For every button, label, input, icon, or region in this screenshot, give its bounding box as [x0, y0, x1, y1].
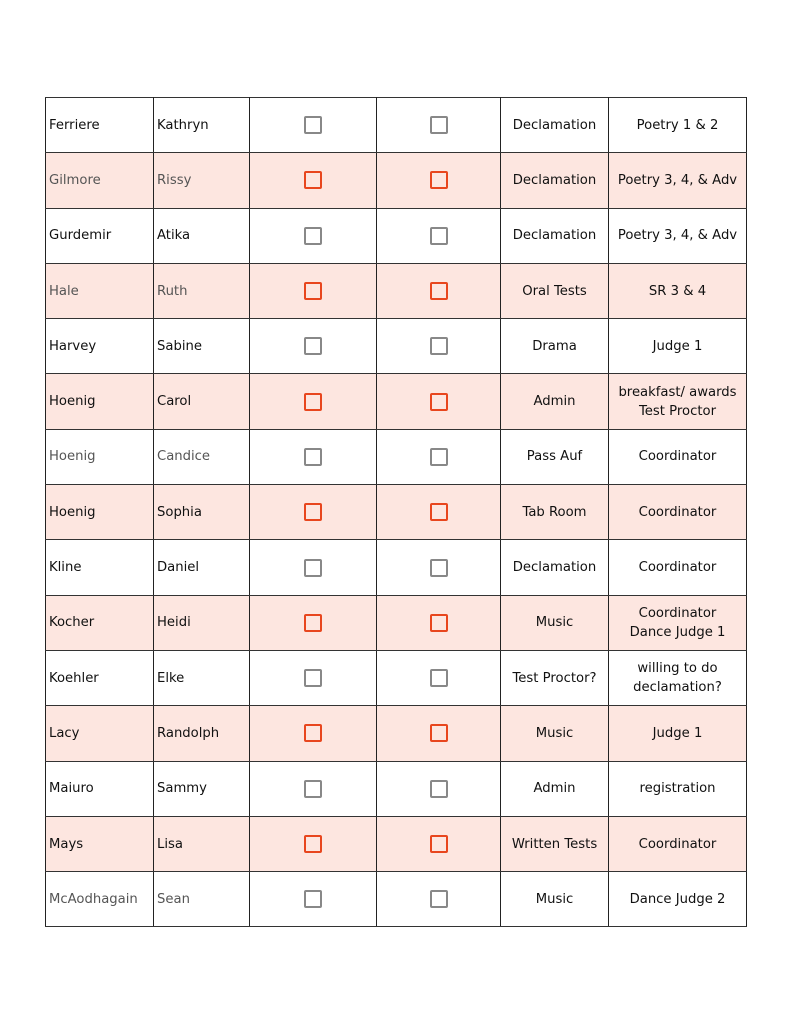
checkbox-cell	[250, 650, 377, 705]
checkbox-cell	[250, 374, 377, 429]
last-name-cell: Hoenig	[46, 485, 154, 540]
checkbox-cell	[377, 208, 501, 263]
checkbox-1[interactable]	[304, 724, 322, 742]
first-name-cell: Rissy	[154, 153, 250, 208]
table-row	[46, 872, 747, 927]
assignment-area-cell: Tab Room	[501, 485, 609, 540]
assignment-area-cell: Music	[501, 872, 609, 927]
checkbox-cell	[250, 485, 377, 540]
role-line: breakfast/ awards	[618, 384, 737, 400]
roster-body	[46, 98, 747, 927]
checkbox-1[interactable]	[304, 282, 322, 300]
table-row	[46, 429, 747, 484]
assignment-area-cell: Written Tests	[501, 816, 609, 871]
first-name-cell: Lisa	[154, 816, 250, 871]
first-name-cell: Sammy	[154, 761, 250, 816]
last-name-cell: Harvey	[46, 319, 154, 374]
assignment-area-cell: Declamation	[501, 540, 609, 595]
checkbox-2[interactable]	[430, 448, 448, 466]
checkbox-cell	[250, 816, 377, 871]
checkbox-2[interactable]	[430, 393, 448, 411]
first-name-cell: Carol	[154, 374, 250, 429]
checkbox-1[interactable]	[304, 669, 322, 687]
last-name-cell: Mays	[46, 816, 154, 871]
table-row	[46, 263, 747, 318]
assignment-area-cell: Oral Tests	[501, 263, 609, 318]
first-name-cell: Randolph	[154, 706, 250, 761]
assignment-area-cell: Declamation	[501, 153, 609, 208]
role-cell	[609, 872, 747, 927]
checkbox-cell	[250, 706, 377, 761]
checkbox-2[interactable]	[430, 559, 448, 577]
checkbox-2[interactable]	[430, 227, 448, 245]
last-name-cell: Koehler	[46, 650, 154, 705]
table-row	[46, 650, 747, 705]
volunteer-roster-table	[45, 97, 747, 927]
checkbox-1[interactable]	[304, 835, 322, 853]
checkbox-1[interactable]	[304, 337, 322, 355]
role-cell	[609, 650, 747, 705]
role-cell	[609, 540, 747, 595]
assignment-area-cell: Pass Auf	[501, 429, 609, 484]
role-cell	[609, 429, 747, 484]
checkbox-1[interactable]	[304, 171, 322, 189]
checkbox-1[interactable]	[304, 890, 322, 908]
checkbox-cell	[377, 263, 501, 318]
checkbox-cell	[250, 263, 377, 318]
role-line: Judge 1	[652, 338, 703, 354]
table-row	[46, 153, 747, 208]
role-line: Dance Judge 2	[629, 891, 726, 907]
assignment-area-cell: Music	[501, 595, 609, 650]
last-name-cell: Kocher	[46, 595, 154, 650]
role-cell	[609, 374, 747, 429]
assignment-area-cell: Declamation	[501, 208, 609, 263]
checkbox-cell	[377, 429, 501, 484]
checkbox-cell	[250, 319, 377, 374]
role-cell	[609, 485, 747, 540]
table-row	[46, 485, 747, 540]
table-row	[46, 540, 747, 595]
checkbox-2[interactable]	[430, 282, 448, 300]
assignment-area-cell: Drama	[501, 319, 609, 374]
role-cell	[609, 816, 747, 871]
checkbox-cell	[377, 816, 501, 871]
checkbox-cell	[377, 98, 501, 153]
role-line: Judge 1	[652, 725, 703, 741]
last-name-cell: Hoenig	[46, 429, 154, 484]
first-name-cell: Ruth	[154, 263, 250, 318]
assignment-area-cell: Admin	[501, 761, 609, 816]
checkbox-cell	[250, 98, 377, 153]
last-name-cell: Lacy	[46, 706, 154, 761]
first-name-cell: Sabine	[154, 319, 250, 374]
assignment-area-cell: Declamation	[501, 98, 609, 153]
first-name-cell: Kathryn	[154, 98, 250, 153]
role-cell	[609, 208, 747, 263]
last-name-cell: Gurdemir	[46, 208, 154, 263]
checkbox-cell	[250, 208, 377, 263]
checkbox-2[interactable]	[430, 171, 448, 189]
checkbox-1[interactable]	[304, 227, 322, 245]
role-line: Poetry 3, 4, & Adv	[617, 228, 738, 244]
checkbox-1[interactable]	[304, 780, 322, 798]
role-line: declamation?	[633, 680, 722, 696]
table-row	[46, 374, 747, 429]
checkbox-cell	[377, 153, 501, 208]
last-name-cell: Hoenig	[46, 374, 154, 429]
table-row	[46, 98, 747, 153]
checkbox-cell	[377, 540, 501, 595]
role-line: Dance Judge 1	[629, 624, 726, 640]
role-cell	[609, 706, 747, 761]
last-name-cell: Kline	[46, 540, 154, 595]
checkbox-cell	[377, 650, 501, 705]
checkbox-cell	[250, 761, 377, 816]
checkbox-1[interactable]	[304, 559, 322, 577]
checkbox-cell	[377, 706, 501, 761]
role-line: Coordinator	[638, 560, 717, 576]
table-row	[46, 761, 747, 816]
assignment-area-cell: Test Proctor?	[501, 650, 609, 705]
role-line: Coordinator	[638, 836, 717, 852]
role-line: SR 3 & 4	[648, 283, 707, 299]
checkbox-cell	[250, 540, 377, 595]
checkbox-2[interactable]	[430, 116, 448, 134]
checkbox-cell	[377, 761, 501, 816]
role-cell	[609, 98, 747, 153]
checkbox-cell	[250, 153, 377, 208]
table-row	[46, 595, 747, 650]
assignment-area-cell: Admin	[501, 374, 609, 429]
checkbox-1[interactable]	[304, 116, 322, 134]
checkbox-2[interactable]	[430, 337, 448, 355]
checkbox-2[interactable]	[430, 890, 448, 908]
first-name-cell: Heidi	[154, 595, 250, 650]
first-name-cell: Daniel	[154, 540, 250, 595]
role-line: Poetry 3, 4, & Adv	[617, 172, 738, 188]
role-line: Coordinator	[638, 449, 717, 465]
role-line: registration	[639, 781, 716, 797]
role-line: willing to do	[637, 661, 718, 677]
first-name-cell: Sean	[154, 872, 250, 927]
checkbox-1[interactable]	[304, 448, 322, 466]
checkbox-1[interactable]	[304, 393, 322, 411]
checkbox-cell	[377, 595, 501, 650]
role-line: Coordinator	[638, 504, 717, 520]
checkbox-2[interactable]	[430, 780, 448, 798]
role-cell	[609, 263, 747, 318]
checkbox-2[interactable]	[430, 614, 448, 632]
checkbox-1[interactable]	[304, 614, 322, 632]
role-line: Test Proctor	[639, 403, 716, 419]
checkbox-2[interactable]	[430, 503, 448, 521]
role-cell	[609, 595, 747, 650]
checkbox-1[interactable]	[304, 503, 322, 521]
last-name-cell: Hale	[46, 263, 154, 318]
checkbox-cell	[250, 595, 377, 650]
last-name-cell: Gilmore	[46, 153, 154, 208]
role-line: Coordinator	[638, 605, 717, 621]
table-row	[46, 706, 747, 761]
checkbox-cell	[250, 429, 377, 484]
checkbox-cell	[377, 319, 501, 374]
role-cell	[609, 761, 747, 816]
role-line: Poetry 1 & 2	[636, 117, 719, 133]
role-cell	[609, 319, 747, 374]
table-row	[46, 816, 747, 871]
first-name-cell: Atika	[154, 208, 250, 263]
last-name-cell: McAodhagain	[46, 872, 154, 927]
checkbox-cell	[377, 374, 501, 429]
checkbox-2[interactable]	[430, 835, 448, 853]
checkbox-cell	[377, 485, 501, 540]
last-name-cell: Maiuro	[46, 761, 154, 816]
checkbox-cell	[377, 872, 501, 927]
table-row	[46, 319, 747, 374]
assignment-area-cell: Music	[501, 706, 609, 761]
table-row	[46, 208, 747, 263]
checkbox-cell	[250, 872, 377, 927]
first-name-cell: Sophia	[154, 485, 250, 540]
role-cell	[609, 153, 747, 208]
first-name-cell: Elke	[154, 650, 250, 705]
checkbox-2[interactable]	[430, 724, 448, 742]
last-name-cell: Ferriere	[46, 98, 154, 153]
first-name-cell: Candice	[154, 429, 250, 484]
checkbox-2[interactable]	[430, 669, 448, 687]
